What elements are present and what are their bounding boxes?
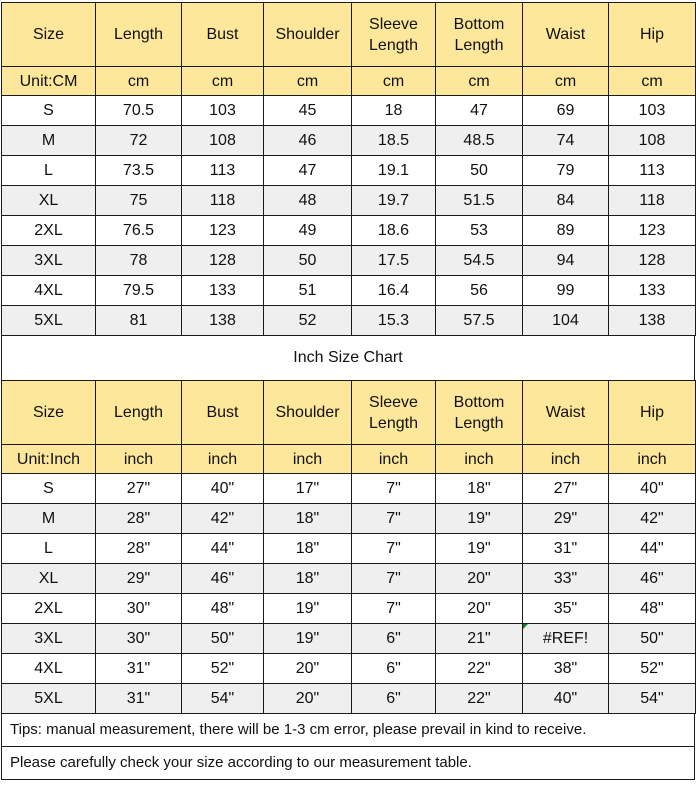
value-cell: 48" xyxy=(182,594,264,624)
value-cell: 22" xyxy=(436,684,523,714)
header-cell xyxy=(436,3,523,67)
value-cell: 48 xyxy=(264,186,352,216)
value-cell: 18.5 xyxy=(352,126,436,156)
table-row xyxy=(2,126,696,156)
value-cell: 81 xyxy=(96,306,182,336)
cm-size-table xyxy=(1,2,696,336)
value-cell: 6" xyxy=(352,624,436,654)
value-cell: 138 xyxy=(609,306,696,336)
header-line: Sleeve Length xyxy=(369,393,418,432)
value-cell: 79.5 xyxy=(96,276,182,306)
value-cell: 7" xyxy=(352,474,436,504)
size-cell: XL xyxy=(2,564,96,594)
size-cell: XL xyxy=(2,186,96,216)
value-cell: 113 xyxy=(609,156,696,186)
value-cell: 19" xyxy=(436,504,523,534)
table-row xyxy=(2,504,696,534)
table-row xyxy=(2,654,696,684)
value-cell: 118 xyxy=(182,186,264,216)
value-cell: 19" xyxy=(264,624,352,654)
size-cell: M xyxy=(2,504,96,534)
value-cell: 138 xyxy=(182,306,264,336)
value-cell: 20" xyxy=(264,684,352,714)
value-cell: 75 xyxy=(96,186,182,216)
value-cell: 47 xyxy=(436,96,523,126)
unit-cell: inch xyxy=(352,445,436,474)
inch-table-body xyxy=(2,474,696,714)
header-line: Sleeve Length xyxy=(369,15,418,54)
value-cell: 52 xyxy=(264,306,352,336)
value-cell: 52" xyxy=(609,654,696,684)
size-cell: 5XL xyxy=(2,684,96,714)
table-row xyxy=(2,246,696,276)
table-row xyxy=(2,306,696,336)
unit-cell: inch xyxy=(182,445,264,474)
value-cell: 18" xyxy=(264,564,352,594)
value-cell: 7" xyxy=(352,534,436,564)
error-flag-icon xyxy=(523,624,528,629)
value-cell: #REF! xyxy=(523,624,609,654)
value-cell: 48" xyxy=(609,594,696,624)
value-cell: 7" xyxy=(352,594,436,624)
value-cell: 128 xyxy=(609,246,696,276)
unit-cell: Unit:CM xyxy=(2,67,96,96)
value-cell: 19.7 xyxy=(352,186,436,216)
value-cell: 94 xyxy=(523,246,609,276)
value-cell: 99 xyxy=(523,276,609,306)
value-cell: 54" xyxy=(609,684,696,714)
value-cell: 44" xyxy=(609,534,696,564)
header-cell: Size xyxy=(2,381,96,445)
value-cell: 104 xyxy=(523,306,609,336)
size-cell: L xyxy=(2,156,96,186)
unit-cell: inch xyxy=(609,445,696,474)
value-cell: 19" xyxy=(436,534,523,564)
size-cell: S xyxy=(2,96,96,126)
unit-cell: inch xyxy=(523,445,609,474)
inch-size-table xyxy=(1,380,696,714)
value-cell: 40" xyxy=(182,474,264,504)
value-cell: 30" xyxy=(96,594,182,624)
value-cell: 123 xyxy=(609,216,696,246)
size-cell: 3XL xyxy=(2,246,96,276)
value-cell: 54" xyxy=(182,684,264,714)
table-row xyxy=(2,564,696,594)
value-cell: 50 xyxy=(436,156,523,186)
value-cell: 50 xyxy=(264,246,352,276)
header-cell: Hip xyxy=(609,3,696,67)
value-cell: 48.5 xyxy=(436,126,523,156)
value-cell: 38" xyxy=(523,654,609,684)
value-cell: 108 xyxy=(609,126,696,156)
table-row xyxy=(2,534,696,564)
value-cell: 33" xyxy=(523,564,609,594)
size-cell: 2XL xyxy=(2,216,96,246)
value-cell: 54.5 xyxy=(436,246,523,276)
inch-unit-row xyxy=(2,445,696,474)
value-cell: 52" xyxy=(182,654,264,684)
value-cell: 6" xyxy=(352,684,436,714)
check-size-note: Please carefully check your size according to our measurement table. xyxy=(1,747,695,780)
value-cell: 46" xyxy=(609,564,696,594)
value-cell: 103 xyxy=(182,96,264,126)
value-cell: 31" xyxy=(96,684,182,714)
size-cell: 2XL xyxy=(2,594,96,624)
value-cell: 51 xyxy=(264,276,352,306)
header-cell: Waist xyxy=(523,381,609,445)
unit-cell: cm xyxy=(352,67,436,96)
table-row xyxy=(2,474,696,504)
table-row xyxy=(2,624,696,654)
unit-cell: cm xyxy=(182,67,264,96)
value-cell: 108 xyxy=(182,126,264,156)
value-cell: 19" xyxy=(264,594,352,624)
value-cell: 29" xyxy=(96,564,182,594)
table-row xyxy=(2,156,696,186)
unit-cell: cm xyxy=(436,67,523,96)
unit-cell: inch xyxy=(264,445,352,474)
size-cell: L xyxy=(2,534,96,564)
tips-note: Tips: manual measurement, there will be 1-3 cm error, please prevail in kind to receive. xyxy=(1,714,695,747)
header-cell: Size xyxy=(2,3,96,67)
header-cell xyxy=(436,381,523,445)
table-row xyxy=(2,684,696,714)
value-cell: 7" xyxy=(352,564,436,594)
value-cell: 30" xyxy=(96,624,182,654)
value-cell: 133 xyxy=(182,276,264,306)
value-cell: 18.6 xyxy=(352,216,436,246)
header-cell: Bust xyxy=(182,3,264,67)
value-cell: 46" xyxy=(182,564,264,594)
value-cell: 113 xyxy=(182,156,264,186)
value-cell: 74 xyxy=(523,126,609,156)
value-cell: 19.1 xyxy=(352,156,436,186)
value-cell: 6" xyxy=(352,654,436,684)
value-cell: 27" xyxy=(523,474,609,504)
value-cell: 128 xyxy=(182,246,264,276)
value-cell: 20" xyxy=(436,564,523,594)
table-row xyxy=(2,594,696,624)
value-cell: 18" xyxy=(264,534,352,564)
size-cell: 4XL xyxy=(2,654,96,684)
value-cell: 118 xyxy=(609,186,696,216)
unit-cell: cm xyxy=(609,67,696,96)
value-cell: 84 xyxy=(523,186,609,216)
value-cell: 31" xyxy=(96,654,182,684)
header-cell xyxy=(352,381,436,445)
unit-cell: inch xyxy=(436,445,523,474)
value-cell: 45 xyxy=(264,96,352,126)
cm-header-row xyxy=(2,3,696,67)
value-cell: 28" xyxy=(96,534,182,564)
value-cell: 47 xyxy=(264,156,352,186)
value-cell: 53 xyxy=(436,216,523,246)
unit-cell: Unit:Inch xyxy=(2,445,96,474)
value-cell: 27" xyxy=(96,474,182,504)
table-row xyxy=(2,186,696,216)
size-chart-sheet xyxy=(1,2,695,798)
size-cell: 3XL xyxy=(2,624,96,654)
header-cell: Length xyxy=(96,3,182,67)
value-cell: 57.5 xyxy=(436,306,523,336)
cm-table-body xyxy=(2,96,696,336)
table-row xyxy=(2,96,696,126)
inch-header-row xyxy=(2,381,696,445)
size-cell: S xyxy=(2,474,96,504)
size-cell: 5XL xyxy=(2,306,96,336)
value-cell: 44" xyxy=(182,534,264,564)
value-cell: 18 xyxy=(352,96,436,126)
header-line: Bottom Length xyxy=(453,393,505,432)
value-cell: 56 xyxy=(436,276,523,306)
header-cell xyxy=(352,3,436,67)
header-cell: Hip xyxy=(609,381,696,445)
value-cell: 49 xyxy=(264,216,352,246)
unit-cell: cm xyxy=(523,67,609,96)
value-cell: 31" xyxy=(523,534,609,564)
header-cell: Shoulder xyxy=(264,3,352,67)
value-cell: 15.3 xyxy=(352,306,436,336)
value-cell: 40" xyxy=(523,684,609,714)
value-cell: 50" xyxy=(609,624,696,654)
inch-chart-title: Inch Size Chart xyxy=(1,336,695,380)
header-cell: Waist xyxy=(523,3,609,67)
value-cell: 70.5 xyxy=(96,96,182,126)
header-line: Bottom Length xyxy=(453,15,505,54)
size-cell: M xyxy=(2,126,96,156)
value-cell: 16.4 xyxy=(352,276,436,306)
header-cell: Bust xyxy=(182,381,264,445)
value-cell: 29" xyxy=(523,504,609,534)
value-cell: 123 xyxy=(182,216,264,246)
value-cell: 17" xyxy=(264,474,352,504)
unit-cell: cm xyxy=(264,67,352,96)
table-row xyxy=(2,216,696,246)
size-cell: 4XL xyxy=(2,276,96,306)
value-cell: 133 xyxy=(609,276,696,306)
value-cell: 79 xyxy=(523,156,609,186)
value-cell: 89 xyxy=(523,216,609,246)
unit-cell: inch xyxy=(96,445,182,474)
value-cell: 18" xyxy=(264,504,352,534)
value-cell: 51.5 xyxy=(436,186,523,216)
value-cell: 40" xyxy=(609,474,696,504)
cm-unit-row xyxy=(2,67,696,96)
value-cell: 78 xyxy=(96,246,182,276)
header-cell: Shoulder xyxy=(264,381,352,445)
value-cell: 22" xyxy=(436,654,523,684)
value-cell: 17.5 xyxy=(352,246,436,276)
unit-cell: cm xyxy=(96,67,182,96)
value-cell: 50" xyxy=(182,624,264,654)
value-cell: 21" xyxy=(436,624,523,654)
value-cell: 20" xyxy=(436,594,523,624)
value-cell: 7" xyxy=(352,504,436,534)
value-cell: 72 xyxy=(96,126,182,156)
value-cell: 103 xyxy=(609,96,696,126)
value-cell: 20" xyxy=(264,654,352,684)
value-cell: 76.5 xyxy=(96,216,182,246)
value-cell: 18" xyxy=(436,474,523,504)
value-cell: 73.5 xyxy=(96,156,182,186)
value-cell: 69 xyxy=(523,96,609,126)
value-cell: 35" xyxy=(523,594,609,624)
value-cell: 28" xyxy=(96,504,182,534)
table-row xyxy=(2,276,696,306)
header-cell: Length xyxy=(96,381,182,445)
value-cell: 46 xyxy=(264,126,352,156)
value-cell: 42" xyxy=(182,504,264,534)
value-cell: 42" xyxy=(609,504,696,534)
